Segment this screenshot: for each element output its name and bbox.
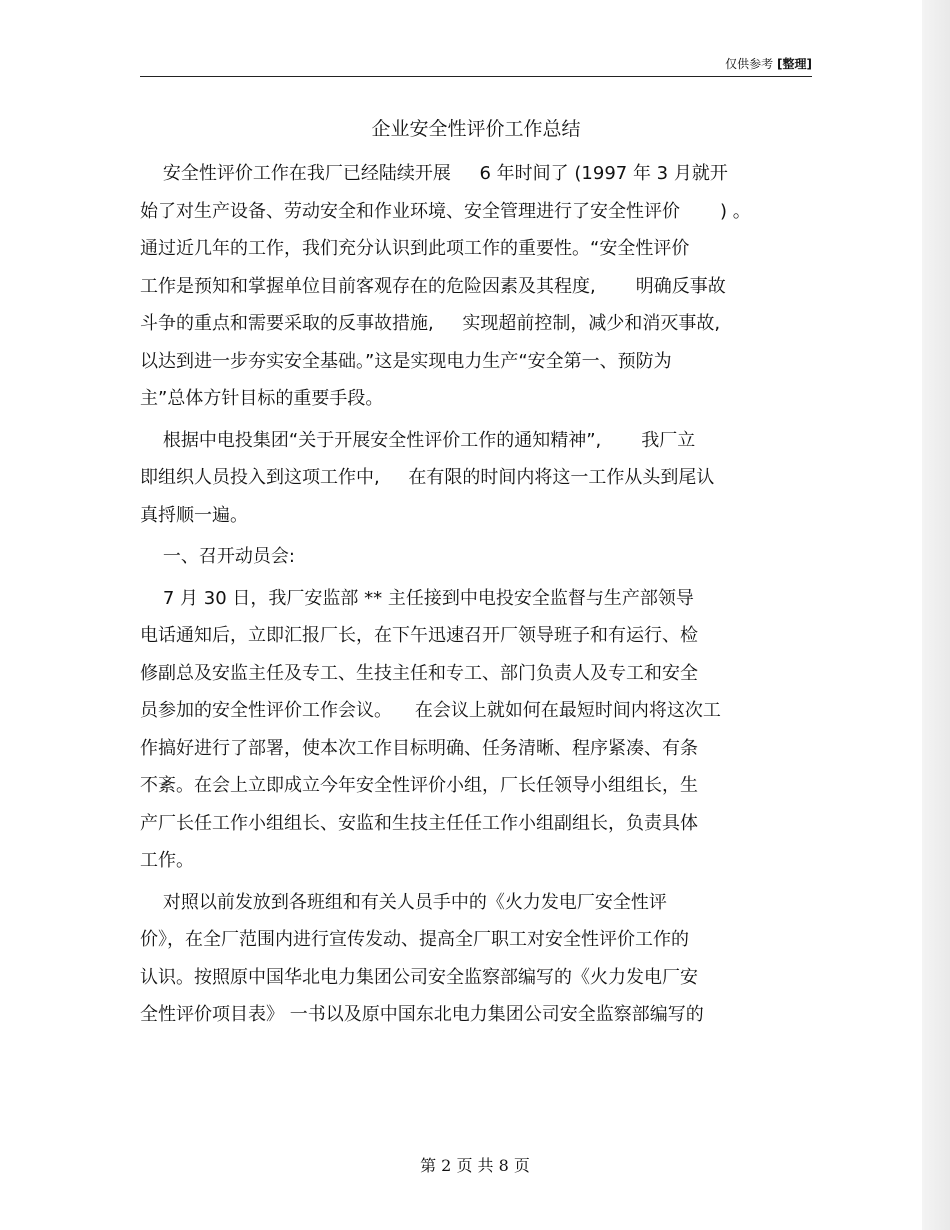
paragraph [140,884,812,1034]
text-line: 产厂长任工作小组组长、安监和生技主任任工作小组副组长，负责具体 [140,812,698,834]
header-tag: [整理] [777,57,812,71]
document-body [140,155,812,1034]
text-line: 7 月 30 日，我厂安监部 ** 主任接到中电投安全监督与生产部领导 [140,587,694,609]
header-note-text: 仅供参考 [725,57,774,71]
text-line: 修副总及安监主任及专工、生技主任和专工、部门负责人及专工和安全 [140,662,698,684]
text-line: 认识。按照原中国华北电力集团公司安全监察部编写的《火力发电厂安 [140,966,698,988]
text-line: 员参加的安全性评价工作会议。 在会议上就如何在最短时间内将这次工 [140,700,721,721]
text-line: 价》，在全厂范围内进行宣传发动、提高全厂职工对安全性评价工作的 [140,929,689,950]
text-line: 不紊。在会上立即成立今年安全性评价小组，厂长任领导小组组长，生 [140,775,698,796]
page-edge-shadow [922,0,950,1230]
text-line: 一、召开动员会: [140,546,295,567]
text-line: 斗争的重点和需要采取的反事故措施, 实现超前控制，减少和消灭事故, [140,313,721,334]
text-line: 全性评价项目表》 一书以及原中国东北电力集团公司安全监察部编写的 [140,1004,704,1025]
text-line: 真捋顺一遍。 [140,504,248,526]
text-line: 主”总体方针目标的重要手段。 [140,388,384,409]
text-line: 对照以前发放到各班组和有关人员手中的《火力发电厂安全性评 [140,891,667,913]
text-line: 通过近几年的工作，我们充分认识到此项工作的重要性。“安全性评价 [140,238,690,259]
text-line: 工作。 [140,850,194,871]
page-header [140,56,812,77]
paragraph [140,580,812,880]
text-line: 电话通知后，立即汇报厂长，在下午迅速召开厂领导班子和有运行、检 [140,625,698,646]
paragraph [140,538,812,576]
paragraph [140,422,812,535]
text-line: 以达到进一步夯实安全基础。”这是实现电力生产“安全第一、预防为 [140,350,672,372]
text-line: 工作是预知和掌握单位目前客观存在的危险因素及其程度, 明确反事故 [140,275,726,297]
text-line: 始了对生产设备、劳动安全和作业环境、安全管理进行了安全性评价 ) 。 [140,200,751,222]
document-title: 企业安全性评价工作总结 [371,118,581,140]
text-line: 即组织人员投入到这项工作中, 在有限的时间内将这一工作从头到尾认 [140,467,715,488]
header-note [725,56,812,72]
text-line: 安全性评价工作在我厂已经陆续开展 6 年时间了 (1997 年 3 月就开 [140,163,728,184]
text-line: 作搞好进行了部署，使本次工作目标明确、任务清晰、程序紧凑、有条 [140,737,698,759]
page-footer: 第 2 页 共 8 页 [420,1156,530,1175]
text-line: 根据中电投集团“关于开展安全性评价工作的通知精神”, 我厂立 [140,429,696,451]
paragraph [140,155,812,418]
